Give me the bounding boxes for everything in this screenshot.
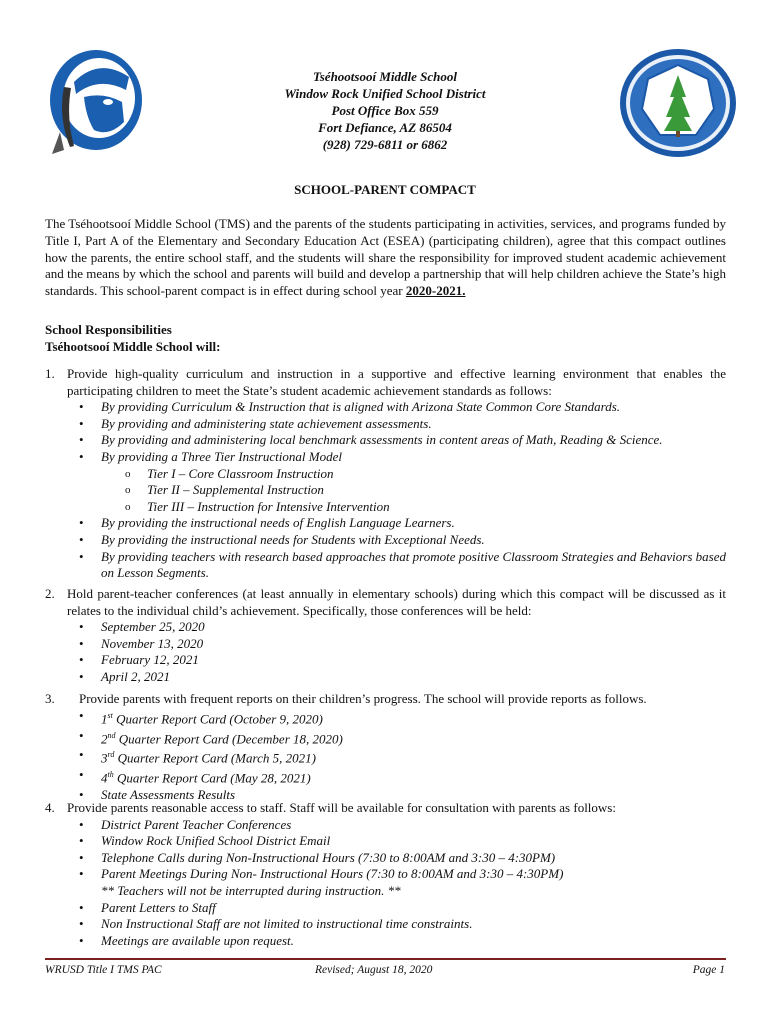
section-text: Hold parent-teacher conferences (at least annually in elementary schools) during which this compact will be discussed as it relates to the individual child’s achievement. Specifically, those conferences will be held: [67, 586, 726, 618]
footer-page: Page 1 [692, 964, 725, 976]
school-name: Tséhootsooí Middle School [313, 69, 457, 84]
instruction-note: ** Teachers will not be interrupted during instruction. ** [101, 882, 401, 898]
intro-text: The Tséhootsooí Middle School (TMS) and the parents of the students participating in activities, services, and programs funded by Title I, Part A of the Elementary and Secondary Education Act (ESEA) (participating children), agree that this compact outlines how the parents, the entire school staff, and the students will share the responsibility for improved student academic achievement and the means by which the school and parents will build and develop a partnership that will help children achieve the State’s high standards. This school-parent compact is in effect during school year [45, 216, 726, 299]
section-1 [45, 366, 726, 582]
list-item: • By providing Curriculum & Instruction that is aligned with Arizona State Common Core Standards. [101, 399, 726, 416]
report-number: 4 [101, 770, 108, 786]
list-item [101, 449, 726, 515]
list-item: • By providing the instructional needs for Students with Exceptional Needs. [101, 532, 726, 549]
responsibilities-heading [45, 322, 220, 356]
intro-paragraph [45, 216, 726, 300]
access-item: • Parent Letters to Staff [101, 900, 726, 917]
report-suffix: rd [107, 750, 115, 760]
section-number: 4. [45, 800, 55, 815]
report-number: 1 [101, 710, 108, 726]
access-item: • Parent Meetings During Non- Instructional Hours (7:30 to 8:00AM and 3:30 – 4:30PM) [101, 866, 726, 883]
district-name: Window Rock Unified School District [284, 86, 486, 101]
footer-divider [45, 958, 726, 960]
tier-item: o Tier III – Instruction for Intensive Intervention [147, 499, 726, 516]
responsibilities-subtitle: Tséhootsooí Middle School will: [45, 338, 221, 354]
report-item [101, 708, 726, 728]
tier-item: o Tier II – Supplemental Instruction [147, 482, 726, 499]
date-item: • November 13, 2020 [101, 636, 726, 653]
section-3 [45, 691, 726, 804]
section-number: 1. [45, 366, 55, 381]
report-text: Quarter Report Card (March 5, 2021) [114, 750, 316, 766]
list-item-text: By providing a Three Tier Instructional Model [101, 448, 342, 464]
section-text: Provide high-quality curriculum and instruction in a supportive and effective learning environment that enables the participating children to meet the State’s student academic achievement standards as follows: [67, 366, 726, 398]
city-state: Fort Defiance, AZ 86504 [318, 120, 452, 135]
footer-center: Revised; August 18, 2020 [315, 964, 433, 976]
access-item: • District Parent Teacher Conferences [101, 817, 726, 834]
tier-item: o Tier I – Core Classroom Instruction [147, 466, 726, 483]
date-item: • April 2, 2021 [101, 669, 726, 686]
section-number: 2. [45, 586, 55, 601]
school-header [0, 68, 770, 153]
report-text: Quarter Report Card (December 18, 2020) [115, 730, 343, 746]
document-title: SCHOOL-PARENT COMPACT [294, 182, 476, 197]
report-suffix: th [107, 770, 114, 780]
access-item: • Window Rock Unified School District Email [101, 833, 726, 850]
footer-left: WRUSD Title I TMS PAC [45, 964, 162, 976]
section-text: Provide parents reasonable access to staff. Staff will be available for consultation with parents as follows: [67, 800, 616, 815]
report-suffix: st [107, 710, 113, 720]
phone: (928) 729-6811 or 6862 [322, 137, 448, 152]
report-text: Quarter Report Card (October 9, 2020) [112, 710, 323, 726]
report-text: Quarter Report Card (May 28, 2021) [113, 770, 311, 786]
responsibilities-title: School Responsibilities [45, 322, 172, 337]
section-text: Provide parents with frequent reports on their children’s progress. The school will provide reports as follows. [79, 691, 647, 706]
report-item [101, 728, 726, 748]
list-item: • By providing and administering state achievement assessments. [101, 416, 726, 433]
report-number: 3 [101, 750, 108, 766]
section-2 [45, 586, 726, 686]
po-box: Post Office Box 559 [331, 103, 439, 118]
report-item: • State Assessments Results [101, 787, 726, 804]
report-number: 2 [101, 730, 108, 746]
school-year: 2020-2021. [405, 283, 466, 299]
date-item: • February 12, 2021 [101, 652, 726, 669]
date-item: • September 25, 2020 [101, 619, 726, 636]
report-suffix: nd [107, 730, 116, 740]
report-item [101, 767, 726, 787]
list-item: • By providing and administering local benchmark assessments in content areas of Math, Reading & Science. [101, 432, 726, 449]
report-item [101, 747, 726, 767]
list-item: • By providing the instructional needs of English Language Learners. [101, 515, 726, 532]
section-number: 3. [45, 691, 55, 706]
section-4 [45, 800, 726, 949]
list-item: • By providing teachers with research based approaches that promote positive Classroom Strategies and Behaviors based on Lesson Segments. [101, 549, 726, 582]
access-item: • Telephone Calls during Non-Instructional Hours (7:30 to 8:00AM and 3:30 – 4:30PM) [101, 850, 726, 867]
access-item: • Non Instructional Staff are not limited to instructional time constraints. [101, 916, 726, 933]
access-item: • Meetings are available upon request. [101, 933, 726, 950]
